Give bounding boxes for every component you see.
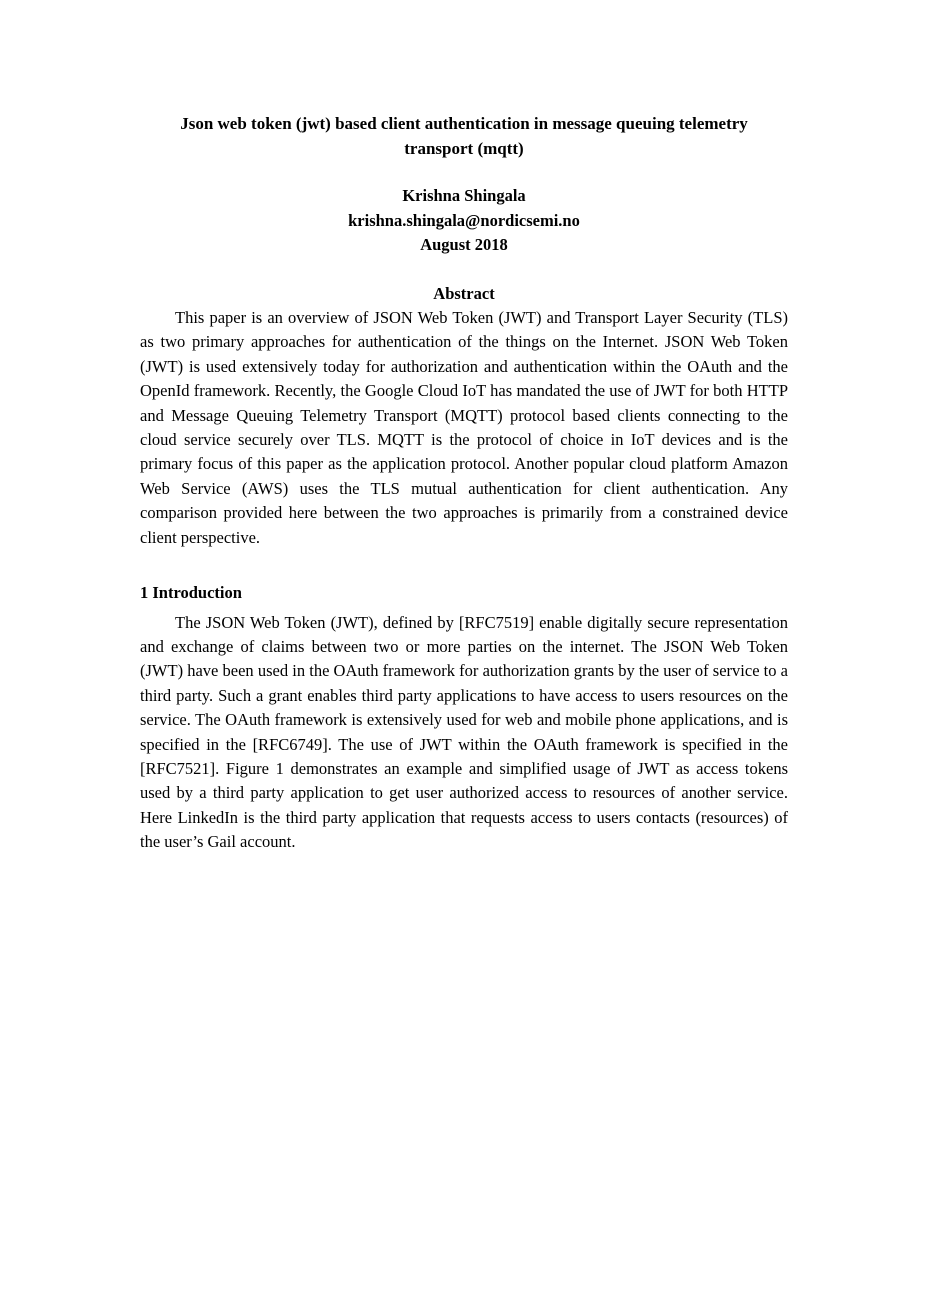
introduction-paragraph: The JSON Web Token (JWT), defined by [RFC7519] enable digitally secure representation and exchange of claims between two or more parties on the internet. The JSON Web Token (JWT) have been used in the OAuth framework for authorization grants by the user of service to a third party. Such a grant enables third party applications to have access to users resources on the service. The OAuth framework is extensively used for web and mobile phone applications, and is specified in the [RFC6749]. The use of JWT within the OAuth framework is specified in the [RFC7521]. Figure 1 demonstrates an example and simplified usage of JWT as access tokens used by a third party application to get user authorized access to resources of another service. Here LinkedIn is the third party application that requests access to users contacts (resources) of the user’s Gail account. — [140, 612, 788, 852]
abstract-paragraph: This paper is an overview of JSON Web Token (JWT) and Transport Layer Security (TLS) as two primary approaches for authentication of the things on the Internet. JSON Web Token (JWT) is used extensively today for authorization and authentication within the OAuth and the OpenId framework. Recently, the Google Cloud IoT has mandated the use of JWT for both HTTP and Message Queuing Telemetry Transport (MQTT) protocol based clients connecting to the cloud service securely over TLS. MQTT is the protocol of choice in IoT devices and is the primary focus of this paper as the application protocol. Another popular cloud platform Amazon Web Service (AWS) uses the TLS mutual authentication for client authentication. Any comparison provided here between the two approaches is primarily from a constrained device client perspective. — [140, 308, 788, 547]
section-heading-introduction: 1 Introduction — [140, 583, 242, 603]
author-block — [140, 184, 788, 258]
abstract-heading: Abstract — [433, 283, 495, 303]
author-email: krishna.shingala@nordicsemi.no — [348, 210, 580, 230]
paper-title: Json web token (jwt) based client authentication in message queuing telemetry transport (mqtt) — [180, 114, 748, 158]
publication-date: August 2018 — [420, 235, 508, 254]
author-name: Krishna Shingala — [402, 186, 526, 205]
